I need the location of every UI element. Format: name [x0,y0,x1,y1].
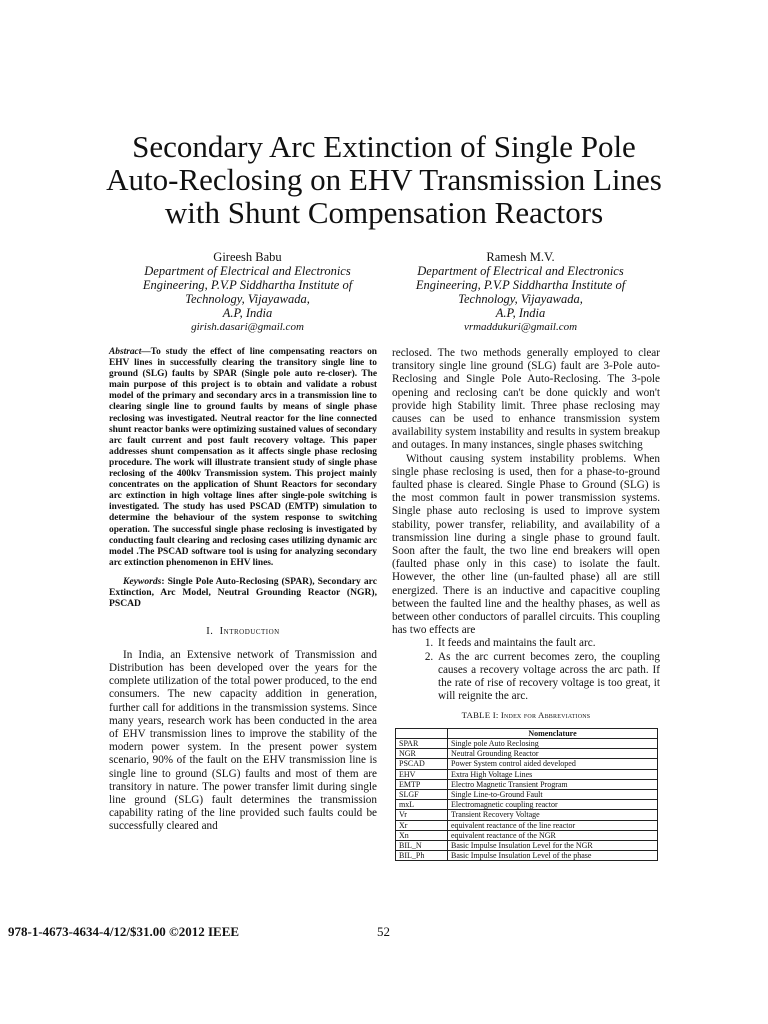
table-cell: Basic Impulse Insulation Level for the NGR [448,840,658,850]
abstract [109,347,377,569]
section-number: I. [206,626,214,638]
author-name: Ramesh M.V. [486,250,555,264]
table-cell: Basic Impulse Insulation Level of the phase [448,851,658,861]
table-cell: Single pole Auto Reclosing [448,738,658,748]
table-cell: BIL_Ph [396,851,448,861]
title-line-2: Auto-Reclosing on EHV Transmission Lines [106,162,662,197]
author-affiliation-line: Technology, Vijayawada, [458,292,583,306]
author-block-2 [393,250,648,334]
table-cell: Electromagnetic coupling reactor [448,800,658,810]
keywords [109,576,377,610]
table-caption-title: Index for Abbreviations [500,710,591,721]
right-column [392,347,660,861]
table-row [396,810,658,820]
author-affiliation-line: Technology, Vijayawada, [185,292,310,306]
author-email: girish.dasari@gmail.com [191,321,304,333]
table-cell: Single Line-to-Ground Fault [448,789,658,799]
table-cell: Xn [396,830,448,840]
author-affiliation-line: Engineering, P.V.P Siddhartha Institute of [415,278,626,292]
body-paragraph: Without causing system instability problems. When single phase reclosing is used, then for a phase-to-ground faulted phase is cleared. Single Phase to Ground (SLG) is the most common fault in power transmission systems. Single phase auto reclosing is used to improve system stability, power transfer, reliability, and availability of a transmission line during a single phase to ground fault. Soon after the fault, the two line end breakers will open (faulted phase only in this case) to isolate the fault. However, the other line (un-faulted phase) all are still energized. There is an inductive and capacitive coupling between the faulted line and the healthy phases, as well as between other conductors of parallel circuits. This coupling has two effects are [392,452,660,637]
table-row [396,759,658,769]
table-row [396,779,658,789]
table-row [396,789,658,799]
abbreviations-table [395,728,658,862]
table-cell: equivalent reactance of the line reactor [448,820,658,830]
table-cell: mxL [396,800,448,810]
table-header-row [396,728,658,738]
section-heading [109,625,377,638]
table-row [396,851,658,861]
abstract-text: —To study the effect of line compensating reactors on EHV lines in successfully clearing the transitory single line to ground (SLG) faults by SPAR (Single pole auto re-closer). The main purpose of this project is to obtain and validate a robust model of the primary and secondary arcs in a transmission line to clearing single line to ground faults by means of single phase reclosing was investigated. Neutral reactor for the line connected shunt reactor banks were optimizing sustained values of secondary arc fault current and post fault recovery voltage. This paper addresses shunt compensation as it affects single phase reclosing procedure. The work will illustrate transient study of single phase reclosing of the 400kv Transmission system. This project mainly concentrates on the application of Shunt Reactors for secondary arc extinction in high voltage lines after single-pole switching is investigated. The study has used PSCAD (EMTP) simulation to determine the behaviour of the system response to switching operation. The successful single phase reclosing is investigated by conducting fault clearing and reclosing cases utilizing dynamic arc model .The PSCAD software tool is using for analyzing secondary arc extinction phenomenon in EHV lines. [109,347,377,568]
table-row [396,830,658,840]
title-line-1: Secondary Arc Extinction of Single Pole [132,129,636,164]
table-cell: Electro Magnetic Transient Program [448,779,658,789]
list-item: 2. As the arc current becomes zero, the coupling causes a recovery voltage across the arc path. If the rate of rise of recovery voltage is too great, it will reignite the arc. [436,651,660,704]
keywords-lead: Keywords [123,575,162,587]
copyright-footer: 978-1-4673-4634-4/12/$31.00 ©2012 IEEE [8,924,240,939]
table-row [396,800,658,810]
table-cell: Extra High Voltage Lines [448,769,658,779]
table-cell: NGR [396,749,448,759]
table-caption-prefix: TABLE I: [461,710,501,721]
body-paragraph: reclosed. The two methods generally employed to clear transitory single line ground (SLG) fault are 3-Pole auto-Reclosing and Single Pole Auto-Reclosing. The 3-pole opening and reclosing can't be done quickly and won't provide high Stability limit. Three phase reclosing may causes can be used to enhance transmission system availability system instability and results in system breakup and outages. In many instances, single phases switching [392,347,660,452]
left-column [109,347,377,834]
author-name: Gireesh Babu [213,250,282,264]
table-cell: BIL_N [396,840,448,850]
table-cell: Neutral Grounding Reactor [448,749,658,759]
list-item: 1. It feeds and maintains the fault arc. [436,637,660,650]
author-affiliation-line: A.P, India [222,306,273,320]
author-affiliation-line: Department of Electrical and Electronics [144,264,351,278]
abstract-lead: Abstract [109,347,142,357]
table-header: Nomenclature [448,728,658,738]
effects-list [392,637,660,703]
table-cell: Power System control aided developed [448,759,658,769]
intro-paragraph: In India, an Extensive network of Transmission and Distribution has been developed over the years for the complete utilization of the total power produced, to the end consumers. The new capacity addition in generation, further call for additions in the transmission systems. Since many years, research work has been conducted in the area of EHV transmission lines to improve the stability of the modern power system. In the present power system scenario, 90% of the fault on the EHV transmission line is single line to ground (SLG) faults and most of them are transitory in nature. The power transfer limit during single line ground (SLG) fault determines the transmission capability rating of the line provided such faults could be successfully cleared and [109,648,377,833]
table-cell: EMTP [396,779,448,789]
paper-title [60,130,708,229]
author-block-1 [120,250,375,334]
table-row [396,820,658,830]
section-title: Introduction [219,626,280,638]
table-row [396,738,658,748]
table-row [396,840,658,850]
table-cell: SLGF [396,789,448,799]
table-cell: equivalent reactance of the NGR [448,830,658,840]
author-affiliation-line: Department of Electrical and Electronics [417,264,624,278]
keywords-text: : Single Pole Auto-Reclosing (SPAR), Secondary arc Extinction, Arc Model, Neutral Grounding Reactor (NGR), PSCAD [109,575,377,610]
table-row [396,769,658,779]
table-cell: EHV [396,769,448,779]
table-cell: SPAR [396,738,448,748]
author-email: vrmaddukuri@gmail.com [463,321,578,333]
page-number: 52 [377,924,390,939]
table-cell: Transient Recovery Voltage [448,810,658,820]
table-row [396,749,658,759]
table-cell: PSCAD [396,759,448,769]
table-cell: Vr [396,810,448,820]
author-affiliation-line: Engineering, P.V.P Siddhartha Institute of [142,278,353,292]
author-affiliation-line: A.P, India [495,306,546,320]
title-line-3: with Shunt Compensation Reactors [164,195,604,230]
table-caption [392,709,660,722]
table-cell: Xr [396,820,448,830]
